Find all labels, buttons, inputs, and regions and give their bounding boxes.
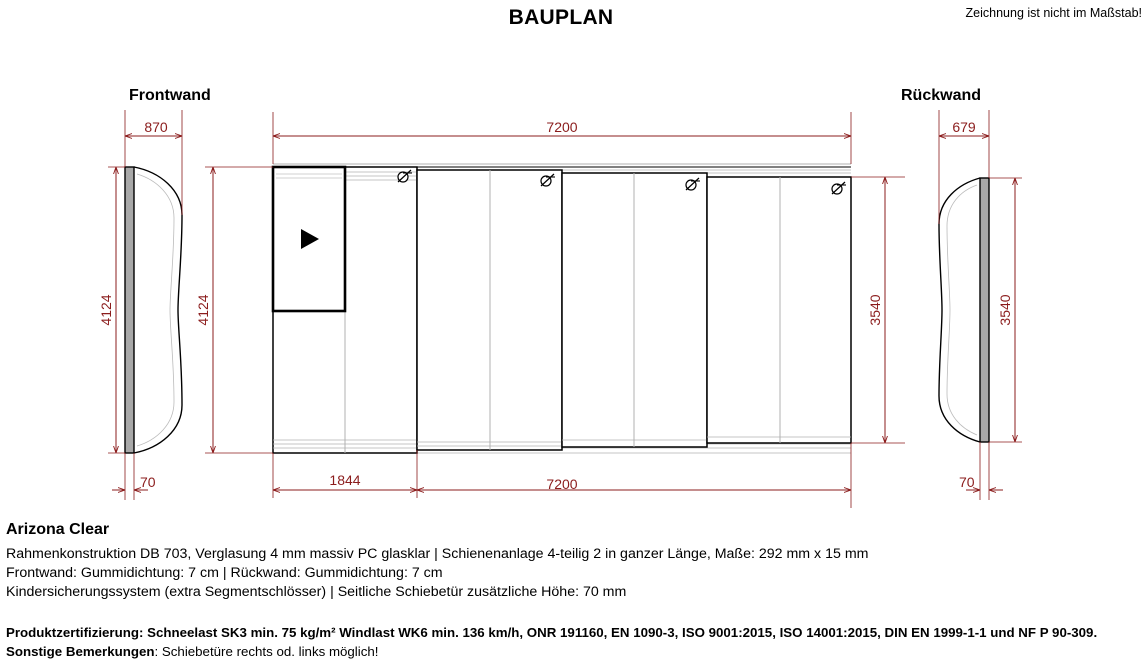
back-wall-profile bbox=[939, 178, 980, 442]
back-seal-dimension bbox=[959, 442, 1003, 500]
back-seal-value: 70 bbox=[959, 474, 975, 490]
total-length-bottom-value: 7200 bbox=[546, 476, 578, 492]
segment-1 bbox=[273, 167, 417, 453]
back-wall-seal bbox=[980, 178, 989, 442]
spec-line-3: Kindersicherungssystem (extra Segmentschlösser) | Seitliche Schiebetür zusätzliche Höhe: 70 mm bbox=[6, 584, 627, 600]
back-depth-value: 679 bbox=[952, 119, 976, 135]
side-height-dimension bbox=[195, 167, 273, 453]
product-name: Arizona Clear bbox=[6, 521, 110, 538]
rear-side-height-value: 3540 bbox=[867, 294, 883, 326]
front-seal-dimension bbox=[112, 453, 156, 500]
front-wall-elevation bbox=[125, 167, 182, 453]
door-width-value: 1844 bbox=[329, 472, 361, 488]
back-view-label: Rückwand bbox=[901, 87, 982, 104]
side-height-value: 4124 bbox=[195, 294, 211, 326]
remarks-label: Sonstige Bemerkungen bbox=[6, 644, 155, 659]
scale-note: Zeichnung ist nicht im Maßstab! bbox=[965, 6, 1142, 20]
front-depth-value: 870 bbox=[144, 119, 168, 135]
segment-3 bbox=[562, 173, 707, 447]
back-height-value: 3540 bbox=[997, 294, 1013, 326]
remarks-text: : Schiebetüre rechts od. links möglich! bbox=[154, 644, 379, 659]
back-height-dimension bbox=[989, 178, 1022, 442]
front-height-value: 4124 bbox=[98, 294, 114, 326]
front-view-label: Frontwand bbox=[129, 87, 211, 104]
total-length-top-dimension bbox=[273, 112, 851, 164]
spec-line-1: Rahmenkonstruktion DB 703, Verglasung 4 mm massiv PC glasklar | Schienenanlage 4-teilig 2 in ganzer Länge, Maße: 292 mm x 15 mm bbox=[6, 546, 869, 562]
door-width-dimension bbox=[273, 450, 417, 498]
segment-4 bbox=[707, 177, 851, 443]
back-wall-elevation bbox=[939, 178, 989, 442]
plan-view bbox=[273, 164, 851, 453]
certification-text: Produktzertifizierung: Schneelast SK3 min. 75 kg/m² Windlast WK6 min. 136 km/h, ONR 191160, EN 1090-3, ISO 9001:2015, ISO 14001:2015, DIN EN 1999-1-1 und NF P 90-309. bbox=[6, 625, 1098, 640]
front-wall-profile bbox=[134, 167, 182, 453]
spec-line-2: Frontwand: Gummidichtung: 7 cm | Rückwand: Gummidichtung: 7 cm bbox=[6, 565, 443, 581]
front-wall-seal bbox=[125, 167, 134, 453]
page-title: BAUPLAN bbox=[508, 6, 614, 29]
segment-2 bbox=[417, 170, 562, 450]
rear-side-height-dimension bbox=[851, 177, 905, 443]
remarks bbox=[6, 644, 378, 659]
front-seal-value: 70 bbox=[140, 474, 156, 490]
total-length-top-value: 7200 bbox=[546, 119, 578, 135]
front-height-dimension bbox=[98, 167, 125, 453]
